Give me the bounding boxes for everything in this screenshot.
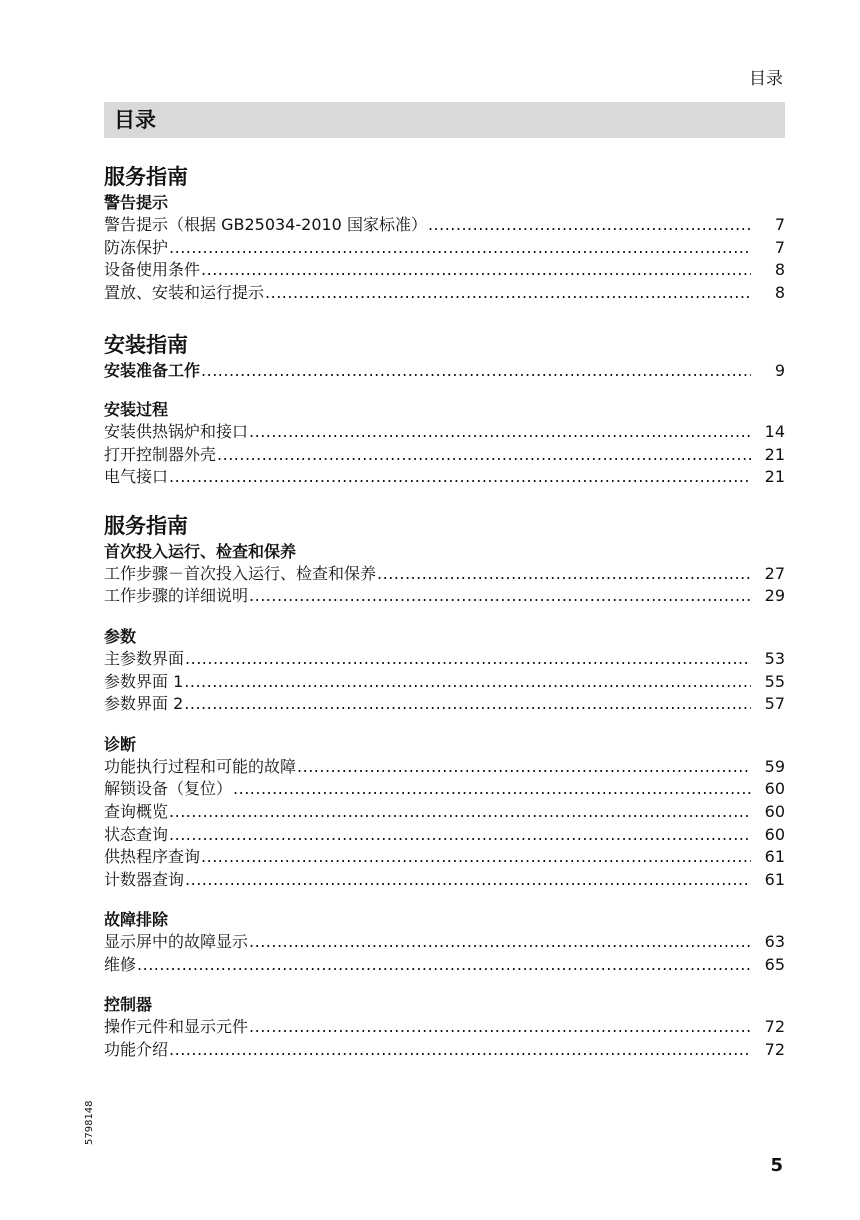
entry-title: 置放、安装和运行提示 [104, 282, 265, 302]
section-title: 诊断 [104, 734, 137, 754]
toc-section [104, 734, 785, 892]
part-title: 服务指南 [104, 165, 188, 189]
toc-part [104, 511, 785, 1062]
toc-entry[interactable] [104, 360, 785, 383]
dot-leader [184, 693, 751, 716]
entry-title: 打开控制器外壳 [104, 444, 217, 464]
entry-title: 安装供热锅炉和接口 [104, 421, 249, 441]
toc-entry[interactable] [104, 563, 785, 586]
entry-page-number: 8 [774, 282, 785, 302]
entry-page-number: 21 [764, 467, 785, 487]
entry-page-number: 60 [764, 801, 785, 821]
section-title: 安装过程 [104, 399, 169, 419]
toc-section [104, 909, 785, 976]
dot-leader [201, 360, 751, 383]
toc-section [104, 541, 785, 608]
dot-leader [185, 869, 751, 892]
toc-entry[interactable] [104, 1016, 785, 1039]
entry-title: 状态查询 [104, 824, 169, 844]
toc-section [104, 192, 785, 304]
table-of-contents [104, 162, 785, 1062]
entry-title: 工作步骤－首次投入运行、检查和保养 [104, 563, 377, 583]
entry-title: 工作步骤的详细说明 [104, 586, 249, 606]
entry-title: 安装准备工作 [104, 361, 201, 381]
entry-title: 设备使用条件 [104, 260, 201, 280]
entry-title: 供热程序查询 [104, 847, 201, 867]
entry-page-number: 7 [774, 215, 785, 234]
toc-entry[interactable] [104, 671, 785, 694]
entry-title: 警告提示（根据 GB25034-2010 国家标准） [104, 215, 427, 234]
dot-leader [169, 801, 751, 824]
toc-entry[interactable] [104, 693, 785, 716]
entry-page-number: 57 [764, 694, 785, 714]
entry-title: 功能执行过程和可能的故障 [104, 756, 297, 776]
entry-title: 电气接口 [104, 467, 169, 487]
dot-leader [233, 778, 751, 801]
toc-entry[interactable] [104, 585, 785, 608]
dot-leader [249, 421, 751, 444]
toc-section [104, 994, 785, 1061]
toc-entry[interactable] [104, 869, 785, 892]
entry-page-number: 72 [764, 1017, 785, 1037]
dot-leader [169, 237, 751, 260]
dot-leader [169, 824, 751, 847]
section-title: 参数 [104, 626, 137, 646]
entry-title: 解锁设备（复位） [104, 779, 233, 799]
dot-leader [249, 931, 751, 954]
entry-page-number: 60 [764, 779, 785, 799]
toc-entry[interactable] [104, 756, 785, 779]
entry-page-number: 14 [764, 421, 785, 441]
entry-title: 防冻保护 [104, 237, 169, 257]
entry-page-number: 55 [764, 671, 785, 691]
entry-title: 操作元件和显示元件 [104, 1017, 249, 1037]
document-code: 5798148 [84, 1100, 95, 1145]
dot-leader [265, 282, 751, 305]
toc-entry[interactable] [104, 237, 785, 260]
entry-page-number: 65 [764, 954, 785, 974]
section-title: 控制器 [104, 995, 153, 1015]
section-title: 首次投入运行、检查和保养 [104, 541, 297, 561]
toc-entry[interactable] [104, 648, 785, 671]
toc-part [104, 330, 785, 488]
toc-section [104, 360, 785, 383]
page-number: 5 [770, 1155, 783, 1176]
toc-entry[interactable] [104, 259, 785, 282]
toc-entry[interactable] [104, 282, 785, 305]
entry-page-number: 63 [764, 932, 785, 952]
toc-entry[interactable] [104, 954, 785, 977]
entry-title: 功能介绍 [104, 1040, 169, 1060]
dot-leader [428, 214, 751, 237]
entry-page-number: 60 [764, 824, 785, 844]
entry-page-number: 61 [764, 869, 785, 889]
dot-leader [185, 648, 751, 671]
dot-leader [184, 671, 751, 694]
entry-page-number: 9 [774, 361, 785, 381]
toc-entry[interactable] [104, 778, 785, 801]
entry-page-number: 29 [764, 586, 785, 606]
dot-leader [169, 466, 751, 489]
entry-page-number: 72 [764, 1040, 785, 1060]
entry-title: 查询概览 [104, 801, 169, 821]
entry-page-number: 21 [764, 444, 785, 464]
dot-leader [249, 585, 751, 608]
toc-section [104, 626, 785, 716]
dot-leader [217, 444, 751, 467]
dot-leader [201, 846, 751, 869]
dot-leader [297, 756, 751, 779]
entry-page-number: 7 [774, 237, 785, 257]
entry-title: 参数界面 2 [104, 694, 184, 714]
entry-title: 主参数界面 [104, 648, 185, 668]
entry-title: 参数界面 1 [104, 671, 184, 691]
toc-entry[interactable] [104, 214, 785, 237]
dot-leader [169, 1039, 751, 1062]
entry-page-number: 53 [764, 648, 785, 668]
entry-page-number: 8 [774, 260, 785, 280]
toc-entry[interactable] [104, 444, 785, 467]
entry-title: 计数器查询 [104, 869, 185, 889]
dot-leader [137, 954, 751, 977]
entry-page-number: 59 [764, 756, 785, 776]
section-title: 警告提示 [104, 193, 169, 212]
toc-section [104, 399, 785, 489]
toc-entry[interactable] [104, 421, 785, 444]
entry-page-number: 27 [764, 563, 785, 583]
toc-entry[interactable] [104, 1039, 785, 1062]
section-title: 故障排除 [104, 910, 169, 930]
toc-entry[interactable] [104, 801, 785, 824]
entry-title: 显示屏中的故障显示 [104, 932, 249, 952]
toc-entry[interactable] [104, 931, 785, 954]
dot-leader [249, 1016, 751, 1039]
dot-leader [201, 259, 751, 282]
dot-leader [377, 563, 751, 586]
toc-banner: 目录 [104, 102, 785, 138]
header-title: 目录 [749, 69, 783, 89]
part-title: 安装指南 [104, 333, 188, 358]
toc-entry[interactable] [104, 824, 785, 847]
entry-page-number: 61 [764, 847, 785, 867]
entry-title: 维修 [104, 954, 137, 974]
toc-entry[interactable] [104, 466, 785, 489]
toc-entry[interactable] [104, 846, 785, 869]
part-title: 服务指南 [104, 513, 188, 538]
toc-part [104, 162, 785, 304]
